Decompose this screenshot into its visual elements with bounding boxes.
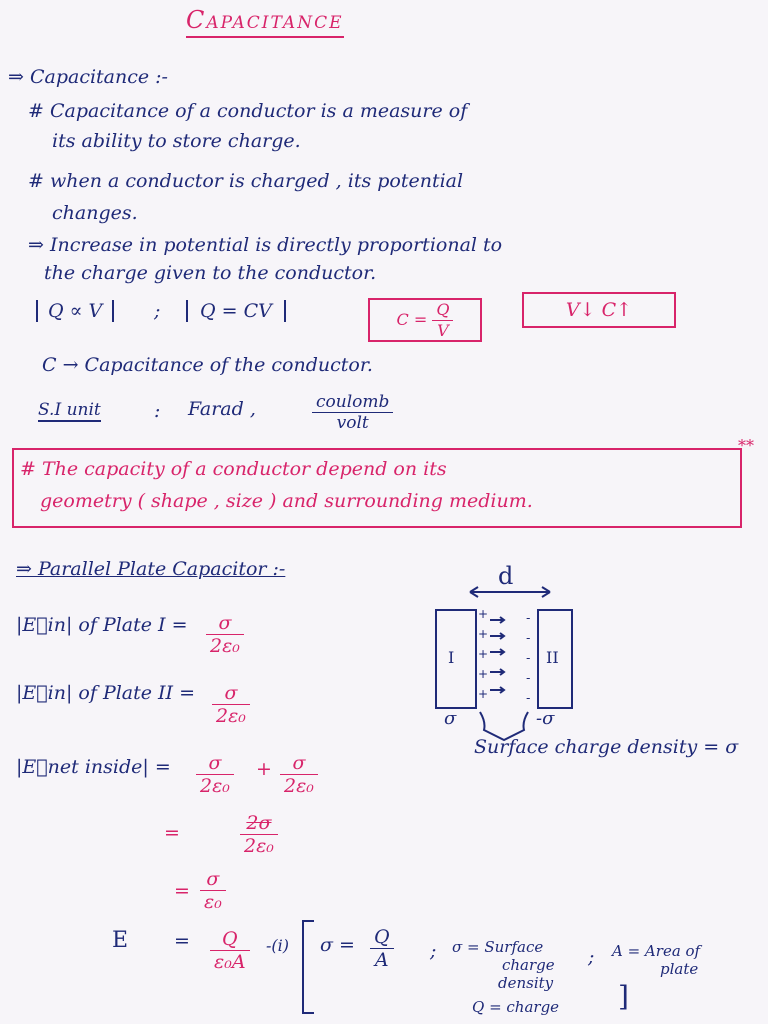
si-unit-value: Farad , — [188, 398, 256, 420]
final-denominator: ε₀A — [214, 951, 246, 973]
page-title: Capacitance — [186, 6, 344, 38]
sigma-right-label: -σ — [536, 708, 555, 729]
field-plate-2-denominator: 2ε₀ — [216, 705, 246, 727]
step-5-equals: = — [174, 880, 190, 902]
note-stars: ** — [738, 436, 754, 455]
sigma-def-lhs: σ = — [320, 934, 355, 956]
plate-1 — [436, 610, 476, 708]
net-term-2-numerator: σ — [280, 752, 318, 775]
field-net-inside-plus: + — [256, 758, 272, 780]
plate-1-label: I — [448, 648, 455, 667]
semicolon-1: ; — [430, 940, 437, 962]
plus-charge: + — [478, 627, 489, 641]
plate-2-label: II — [546, 648, 559, 667]
relation-c-denominator: V — [437, 321, 449, 340]
sigma-label-3: density — [498, 974, 554, 992]
charge-label: Q = charge — [472, 998, 560, 1016]
paragraph-3-line-2: the charge given to the conductor. — [44, 262, 377, 284]
relation-separator: ; — [154, 300, 161, 322]
field-arrows — [490, 617, 504, 693]
field-plate-1-label: |E⃗in| of Plate I = — [16, 614, 188, 636]
plus-charge: + — [478, 607, 489, 621]
sigma-def-denominator: A — [374, 949, 389, 971]
paragraph-3-line-1: ⇒ Increase in potential is directly proportional to — [28, 234, 503, 256]
field-plate-2-label: |E⃗in| of Plate II = — [16, 682, 196, 704]
minus-charge: - — [526, 691, 531, 705]
paragraph-1-line-1: # Capacitance of a conductor is a measure of — [28, 100, 468, 122]
sigma-label-2: charge — [502, 956, 555, 974]
area-label-2: plate — [660, 960, 699, 978]
final-equation-tag: -(i) — [266, 936, 290, 955]
section-heading-capacitance: ⇒ Capacitance :- — [8, 66, 168, 88]
relation-v-down-c-up: V↓ C↑ — [522, 292, 676, 328]
si-unit-numerator: coulomb — [312, 392, 393, 413]
field-net-inside-label: |E⃗net inside| = — [16, 756, 171, 778]
step-4-numerator: 2σ — [240, 812, 278, 835]
field-plate-2-numerator: σ — [212, 682, 250, 705]
si-unit-colon: : — [154, 400, 161, 422]
net-term-1-numerator: σ — [196, 752, 234, 775]
sigma-left-label: σ — [444, 708, 457, 729]
minus-charge: - — [526, 671, 531, 685]
step-5-denominator: ε₀ — [204, 891, 222, 913]
distance-arrow — [470, 587, 550, 597]
sigma-label: σ = Surface — [452, 938, 544, 956]
step-4-equals: = — [164, 822, 180, 844]
sigma-def-numerator: Q — [370, 926, 394, 949]
note-line-2: geometry ( shape , size ) and surrounding medium. — [40, 490, 533, 512]
paragraph-2-line-1: # when a conductor is charged , its potential — [28, 170, 464, 192]
si-unit-denominator: volt — [336, 413, 369, 433]
paragraph-2-line-2: changes. — [52, 202, 138, 224]
plus-charge: + — [478, 647, 489, 661]
net-term-2-denominator: 2ε₀ — [284, 775, 314, 797]
field-plate-1-numerator: σ — [206, 612, 244, 635]
note-line-1: # The capacity of a conductor depend on its — [20, 458, 447, 480]
step-4-denominator: 2ε₀ — [244, 835, 274, 857]
plus-charge: + — [478, 667, 489, 681]
bracket-close: ] — [618, 980, 629, 1013]
surface-charge-density-label: Surface charge density = σ — [474, 736, 739, 758]
capacitance-definition: C → Capacitance of the conductor. — [42, 354, 373, 376]
semicolon-2: ; — [588, 946, 595, 968]
final-equals: = — [174, 930, 190, 952]
relation-q-proportional-v: Q ∝ V — [36, 300, 114, 322]
minus-charge: - — [526, 631, 531, 645]
relation-c-lhs: C = — [396, 310, 428, 329]
step-5-numerator: σ — [200, 868, 226, 891]
section-heading-parallel-plate: ⇒ Parallel Plate Capacitor :- — [16, 558, 286, 580]
minus-charge: - — [526, 651, 531, 665]
paragraph-1-line-2: its ability to store charge. — [52, 130, 301, 152]
relation-c-numerator: Q — [432, 300, 453, 321]
minus-charge: - — [526, 611, 531, 625]
final-e-symbol: E — [112, 928, 129, 953]
field-plate-1-denominator: 2ε₀ — [210, 635, 240, 657]
net-term-1-denominator: 2ε₀ — [200, 775, 230, 797]
diagram-distance-label: d — [498, 562, 514, 590]
area-label: A = Area of — [612, 942, 701, 960]
plus-charge: + — [478, 687, 489, 701]
relation-q-equals-cv: Q = CV — [186, 300, 286, 322]
si-unit-label: S.I unit — [38, 400, 101, 420]
final-numerator: Q — [210, 928, 250, 951]
